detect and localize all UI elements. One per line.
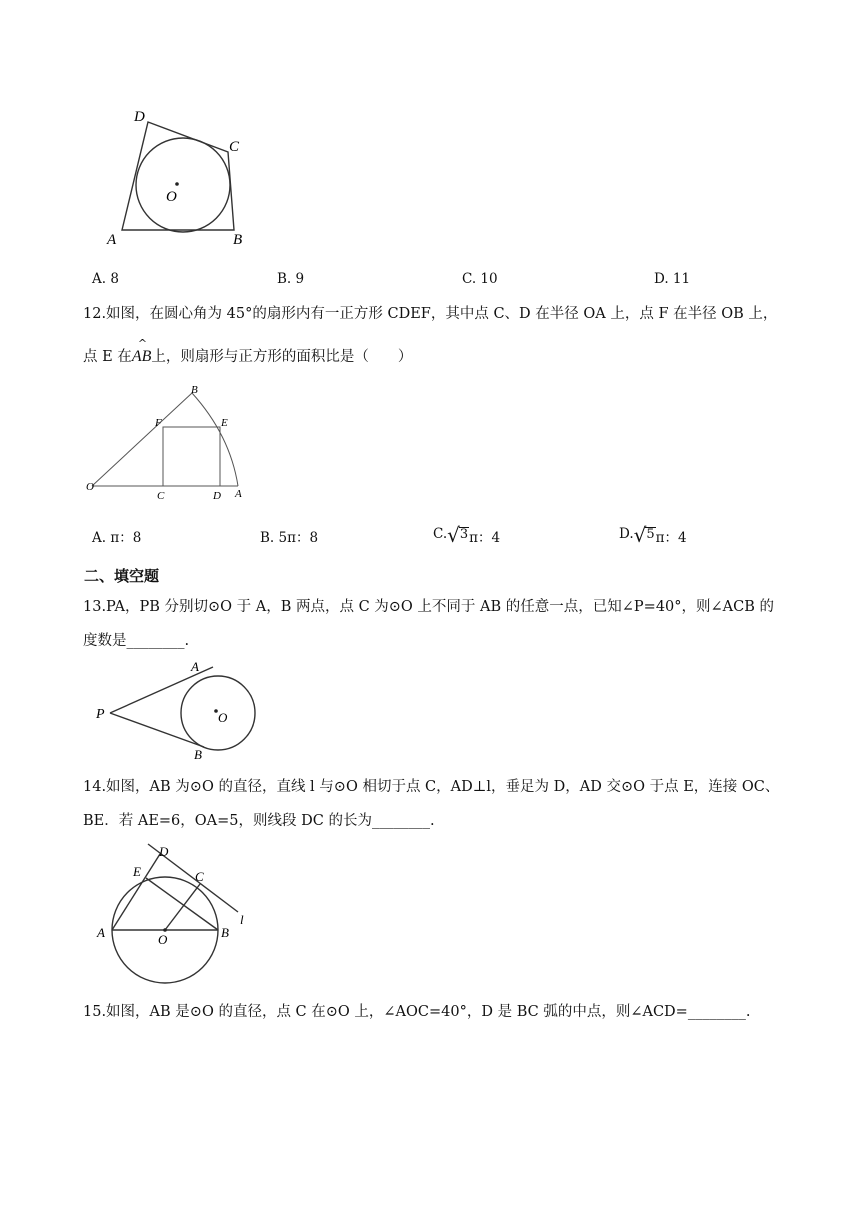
q15-text-line1: 15.如图，AB 是⊙O 的直径，点 C 在⊙O 上，∠AOC=40°，D 是 BC 弧的中点，则∠ACD=________. [83,1004,751,1020]
q12-text-line2 [83,337,413,365]
q12-figure [80,380,260,505]
q12-line2-prefix: 点 E 在 [83,349,132,365]
q14-label-o: O [158,932,168,947]
q11-option-b: B. 9 [277,271,305,287]
q14-label-d: D [159,844,169,859]
q14-figure [90,840,260,985]
q13-figure [90,655,270,760]
q12-option-c [433,524,500,546]
q12-option-d-radicand: 5 [646,527,655,543]
q13-text-line1: 13.PA，PB 分别切⊙O 于 A，B 两点，点 C 为⊙O 上不同于 AB 的任意一点，已知∠P=40°，则∠ACB 的 [83,599,775,615]
q12-arc-ab [131,337,152,365]
q11-label-d: D [134,109,145,125]
sqrt-icon: √ [447,522,460,547]
section-heading-fill-blank: 二、填空题 [84,567,160,585]
q11-label-a: A [107,232,117,248]
q12-option-d [619,524,687,546]
q11-label-o: O [166,189,177,205]
q12-text-line1: 12.如图，在圆心角为 45°的扇形内有一正方形 CDEF，其中点 C、D 在半径 OA 上，点 F 在半径 OB 上， [83,306,778,322]
q13-label-p: P [96,707,105,722]
q14-label-l: l [240,912,244,927]
q12-label-b: B [191,384,198,396]
q14-label-e: E [133,864,141,879]
q12-label-d: D [213,490,221,502]
q12-arc-label: AB [131,348,152,365]
q13-label-b: B [194,747,202,760]
q14-label-c: C [195,869,204,884]
q12-line2-suffix: 上，则扇形与正方形的面积比是（ ） [151,349,413,365]
q11-option-d: D. 11 [654,271,691,287]
q14-text-line2: BE．若 AE=6，OA=5，则线段 DC 的长为________. [83,813,435,829]
q13-text-line2: 度数是________. [83,633,190,649]
q11-label-b: B [233,232,243,248]
q12-option-b: B. 5π：8 [260,530,319,546]
q11-center-dot [175,182,179,186]
q12-arc-hat: ^ [137,337,148,350]
q11-figure [100,100,270,250]
sqrt-icon: √ [633,522,647,547]
q11-option-c: C. 10 [462,271,498,287]
q12-option-d-suffix: π：4 [655,530,687,546]
q12-label-a: A [235,488,242,500]
q14-label-a: A [97,925,105,940]
q12-option-c-radicand: 3 [459,527,469,543]
q11-option-a: A. 8 [92,271,119,287]
q12-label-f: F [155,417,162,429]
q12-label-e: E [221,417,228,429]
q14-text-line1: 14.如图，AB 为⊙O 的直径，直线 l 与⊙O 相切于点 C，AD⊥l，垂足为 D，AD 交⊙O 于点 E，连接 OC、 [83,779,780,795]
q11-label-c: C [229,139,240,155]
q12-option-c-prefix: C. [433,526,448,542]
q12-label-c: C [157,490,165,502]
q12-label-o: O [86,481,94,493]
q12-option-c-suffix: π：4 [469,530,501,546]
q13-label-o: O [218,710,228,725]
q14-label-b: B [221,925,229,940]
q12-option-a: A. π：8 [92,530,142,546]
q12-option-d-prefix: D. [619,526,634,542]
q13-label-a: A [191,659,199,674]
